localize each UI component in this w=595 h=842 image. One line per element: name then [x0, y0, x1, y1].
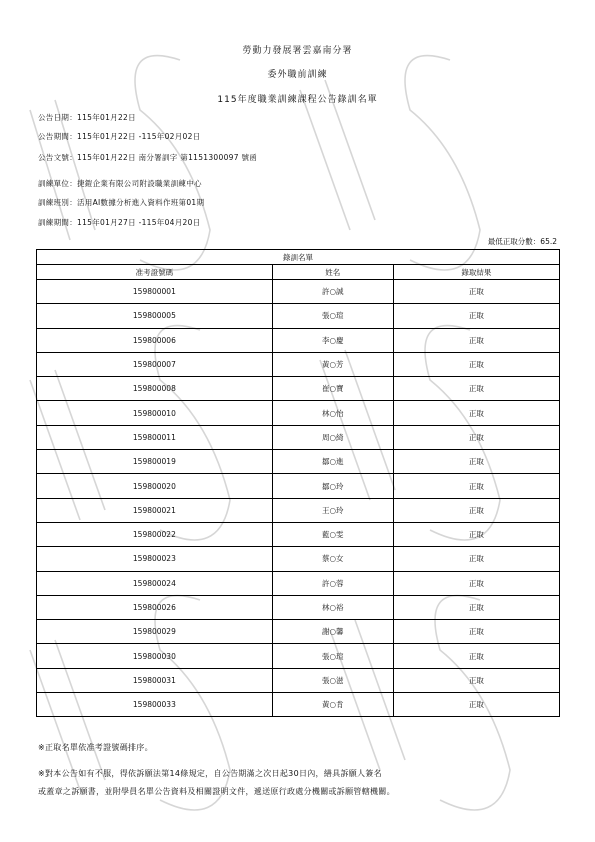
exam-number-cell: 159800022	[37, 522, 273, 546]
note-appeal-line-1: ※對本公告如有不服，得依訴願法第14條規定，自公告期滿之次日起30日內，繕具訴願人簽名	[38, 769, 382, 778]
exam-number-cell: 159800031	[37, 668, 273, 692]
table-row	[37, 450, 560, 474]
result-cell: 正取	[393, 620, 559, 644]
result-cell: 正取	[393, 595, 559, 619]
table-row	[37, 668, 560, 692]
name-cell: 崔○寶	[272, 377, 393, 401]
table-row	[37, 352, 560, 376]
name-cell: 林○裕	[272, 595, 393, 619]
col-header-name: 姓名	[272, 265, 393, 280]
table-row	[37, 498, 560, 522]
name-cell: 張○瑄	[272, 644, 393, 668]
info-training-class: 訓練班別：活用AI數據分析進入資料作班第01期	[38, 198, 205, 207]
name-cell: 鄒○玲	[272, 474, 393, 498]
category-title: 委外職前訓練	[267, 70, 328, 80]
exam-number-cell: 159800030	[37, 644, 273, 668]
name-cell: 蔡○女	[272, 547, 393, 571]
note-sort-order: ※正取名單依准考證號碼排序。	[38, 743, 153, 752]
table-row	[37, 304, 560, 328]
table-row	[37, 547, 560, 571]
exam-number-cell: 159800006	[37, 328, 273, 352]
table-row	[37, 620, 560, 644]
result-cell: 正取	[393, 571, 559, 595]
exam-number-cell: 159800021	[37, 498, 273, 522]
exam-number-cell: 159800023	[37, 547, 273, 571]
exam-number-cell: 159800011	[37, 425, 273, 449]
exam-number-cell: 159800007	[37, 352, 273, 376]
admission-table	[36, 249, 560, 717]
name-cell: 李○慶	[272, 328, 393, 352]
result-cell: 正取	[393, 280, 559, 304]
result-cell: 正取	[393, 425, 559, 449]
info-training-unit: 訓練單位：捷鎧企業有限公司附設職業訓練中心	[38, 179, 202, 188]
name-cell: 藍○雯	[272, 522, 393, 546]
name-cell: 林○怡	[272, 401, 393, 425]
name-cell: 王○玲	[272, 498, 393, 522]
result-cell: 正取	[393, 474, 559, 498]
name-cell: 張○瑄	[272, 304, 393, 328]
exam-number-cell: 159800010	[37, 401, 273, 425]
result-cell: 正取	[393, 498, 559, 522]
exam-number-cell: 159800024	[37, 571, 273, 595]
result-cell: 正取	[393, 352, 559, 376]
exam-number-cell: 159800019	[37, 450, 273, 474]
info-document-number: 公告文號：115年01月22日 南分署訓字 第1151300097 號函	[38, 153, 258, 162]
result-cell: 正取	[393, 401, 559, 425]
result-cell: 正取	[393, 693, 559, 717]
result-cell: 正取	[393, 377, 559, 401]
exam-number-cell: 159800005	[37, 304, 273, 328]
result-cell: 正取	[393, 304, 559, 328]
name-cell: 謝○馨	[272, 620, 393, 644]
result-cell: 正取	[393, 522, 559, 546]
name-cell: 黃○芳	[272, 352, 393, 376]
result-cell: 正取	[393, 450, 559, 474]
table-row	[37, 522, 560, 546]
table-row	[37, 693, 560, 717]
col-header-exam-number: 准考證號碼	[37, 265, 273, 280]
list-title: 115年度職業訓練課程公告錄訓名單	[217, 95, 378, 105]
name-cell: 許○誠	[272, 280, 393, 304]
result-cell: 正取	[393, 328, 559, 352]
table-row	[37, 280, 560, 304]
exam-number-cell: 159800001	[37, 280, 273, 304]
table-row	[37, 401, 560, 425]
table-row	[37, 425, 560, 449]
info-announce-date: 公告日期：115年01月22日	[38, 113, 136, 122]
exam-number-cell: 159800008	[37, 377, 273, 401]
table-row	[37, 377, 560, 401]
exam-number-cell: 159800020	[37, 474, 273, 498]
name-cell: 鄒○進	[272, 450, 393, 474]
table-row	[37, 571, 560, 595]
min-score: 最低正取分數：65.2	[487, 237, 557, 246]
table-row	[37, 328, 560, 352]
name-cell: 許○蓉	[272, 571, 393, 595]
info-announce-period: 公告期間：115年01月22日 -115年02月02日	[38, 132, 201, 141]
result-cell: 正取	[393, 547, 559, 571]
exam-number-cell: 159800029	[37, 620, 273, 644]
table-row	[37, 474, 560, 498]
exam-number-cell: 159800033	[37, 693, 273, 717]
agency-title: 勞動力發展署雲嘉南分署	[242, 46, 353, 56]
name-cell: 張○滋	[272, 668, 393, 692]
col-header-result: 錄取結果	[393, 265, 559, 280]
name-cell: 黃○肯	[272, 693, 393, 717]
table-row	[37, 595, 560, 619]
info-training-period: 訓練期間：115年01月27日 -115年04月20日	[38, 218, 201, 227]
exam-number-cell: 159800026	[37, 595, 273, 619]
name-cell: 周○綺	[272, 425, 393, 449]
result-cell: 正取	[393, 668, 559, 692]
table-row	[37, 644, 560, 668]
note-appeal-line-2: 或蓋章之訴願書，並附學員名單公告資料及相關證明文件，遞送原行政處分機關或訴願管轄機關。	[38, 787, 395, 796]
result-cell: 正取	[393, 644, 559, 668]
table-caption: 錄訓名單	[37, 250, 560, 265]
